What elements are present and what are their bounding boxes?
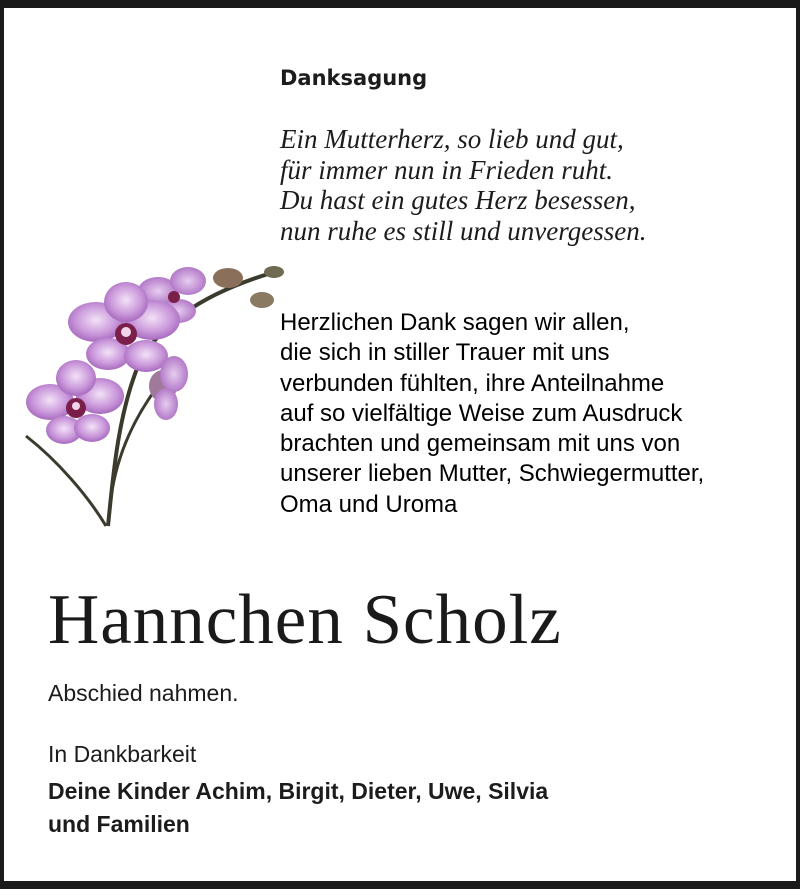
thanks-line: brachten und gemeinsam mit uns von [280,430,681,458]
thanks-line: verbunden fühlten, ihre Anteilnahme [280,369,665,397]
poem-line: Ein Mutterherz, so lieb und gut, [280,124,624,154]
thanks-line: Oma und Uroma [280,490,458,518]
gratitude-text: In Dankbarkeit [48,741,197,767]
orchid-icon [18,256,298,546]
thanks-line: unserer lieben Mutter, Schwiegermutter, [280,460,705,488]
notice-heading: Danksagung [280,66,428,90]
farewell-text: Abschied nahmen. [48,680,239,706]
signers-line: Deine Kinder Achim, Birgit, Dieter, Uwe, Silvia [48,778,549,804]
signers [48,775,748,841]
poem [280,124,780,246]
signers-line: und Familien [48,811,190,837]
thanks-line: auf so vielfältige Weise zum Ausdruck [280,399,683,427]
poem-line: nun ruhe es still und unvergessen. [280,215,647,246]
poem-line: für immer nun in Frieden ruht. [280,154,613,185]
thanks-line: die sich in stiller Trauer mit uns [280,339,610,367]
poem-line: Du hast ein gutes Herz besessen, [280,185,636,215]
deceased-name: Hannchen Scholz [48,581,562,659]
thanks-text [280,308,780,520]
thanks-line: Herzlichen Dank sagen wir allen, [280,309,630,336]
